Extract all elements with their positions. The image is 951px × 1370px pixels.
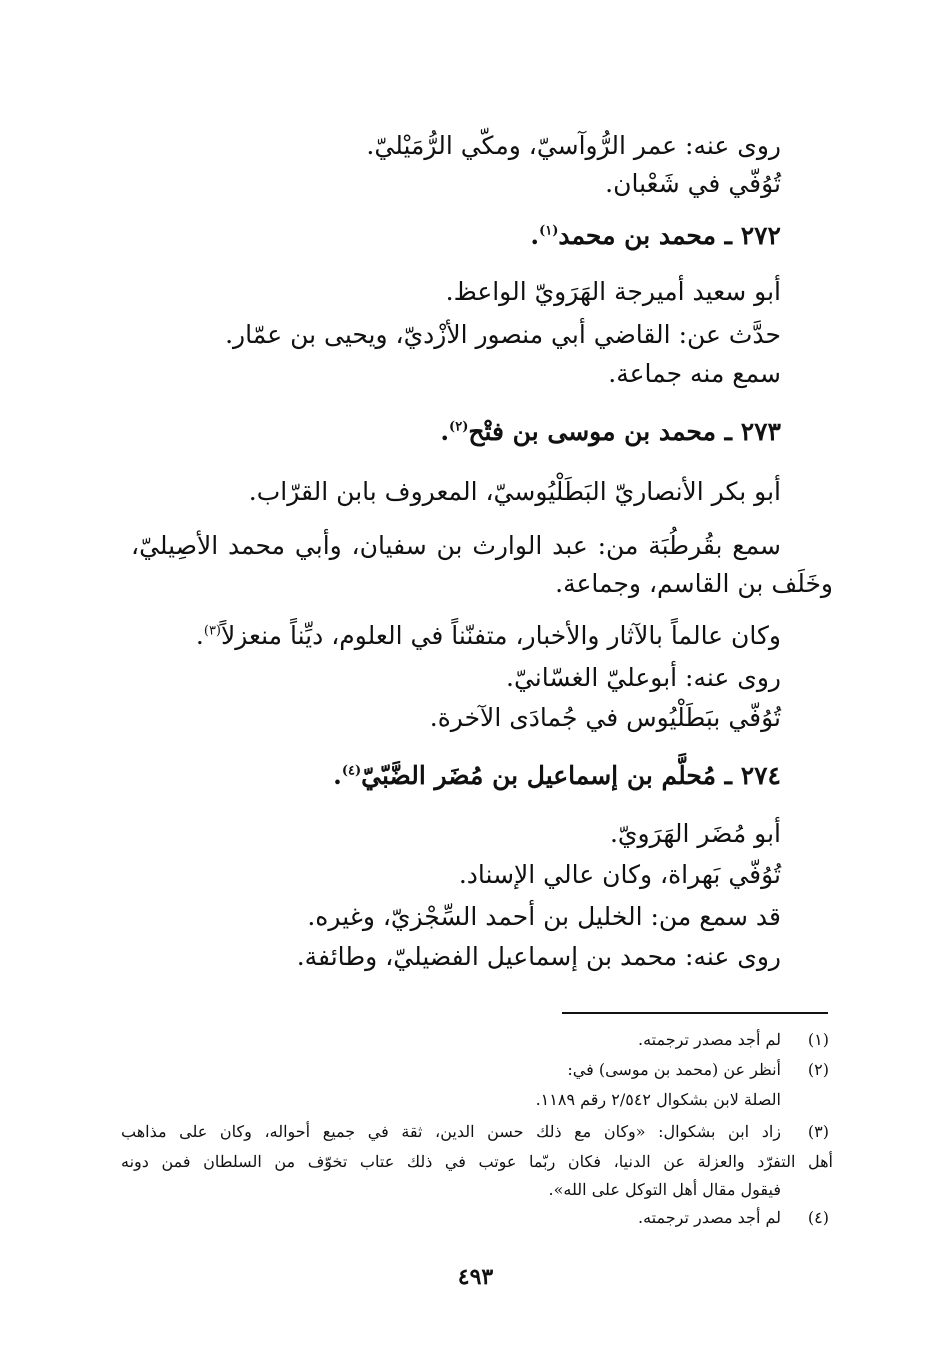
footnote-number: (٤) [807, 1208, 829, 1227]
footnote-ref: (١) [539, 223, 559, 239]
footnote-number: (٢) [807, 1060, 829, 1079]
heading-period: . [530, 221, 540, 250]
entry-heading-text: ٢٧٤ ـ مُحلَّم بن إسماعيل بن مُضَر الضَّبّيّ [361, 761, 781, 790]
footnote-text: الصلة لابن بشكوال ٢/٥٤٢ رقم ١١٨٩. [535, 1090, 781, 1109]
entry-heading-text: ٢٧٣ ـ محمد بن موسى بن فتْح [468, 417, 781, 446]
text-line: حدَّث عن: القاضي أبي منصور الأزْديّ، ويحيى بن عمّار. [225, 320, 781, 349]
footnote-number: (٣) [807, 1122, 829, 1141]
footnote-separator [562, 1012, 828, 1014]
footnote-number: (١) [807, 1030, 829, 1049]
footnote-text: زاد ابن بشكوال: «وكان مع ذلك حسن الدين، ثقة في جميع أحواله، وكان على مذاهب [121, 1122, 781, 1141]
text-line: سمع بقُرطُبَة من: عبد الوارث بن سفيان، وأبي محمد الأصِيليّ، [131, 531, 781, 560]
entry-heading-272 [530, 218, 781, 254]
footnote-text: لم أجد مصدر ترجمته. [638, 1208, 781, 1227]
heading-period: . [440, 417, 450, 446]
text-span: وكان عالماً بالآثار والأخبار، متفنّناً في العلوم، ديِّناً منعزلاً [221, 621, 781, 650]
footnote-ref: (٢) [449, 419, 469, 435]
footnote-text: لم أجد مصدر ترجمته. [638, 1030, 781, 1049]
text-line [196, 618, 781, 654]
entry-heading-text: ٢٧٢ ـ محمد بن محمد [558, 221, 781, 250]
footnote-text: أهل التفرّد والعزلة عن الدنيا، فكان ربّما عوتب في ذلك عتاب تخوّف من السلطان فمن دونه [121, 1152, 833, 1171]
footnote-text: أنظر عن (محمد بن موسى) في: [567, 1060, 781, 1079]
footnote-text: فيقول مقال أهل التوكل على الله». [548, 1180, 781, 1199]
entry-heading-274 [333, 758, 781, 794]
text-line: روى عنه: عمر الرُّوآسيّ، ومكّي الرُّمَيْليّ. [366, 131, 781, 160]
entry-heading-273 [440, 414, 781, 450]
text-period: . [195, 621, 204, 650]
footnote-ref: (٤) [341, 763, 362, 779]
text-line: تُوُفّي بَهراة، وكان عالي الإسناد. [458, 860, 781, 889]
text-line: تُوُفّي ببَطَلْيُوس في جُمادَى الآخرة. [429, 703, 781, 732]
text-line: أبو بكر الأنصاريّ البَطَلْيُوسيّ، المعروف بابن القرّاب. [248, 477, 781, 506]
text-line: أبو سعيد أميرجة الهَرَويّ الواعظ. [445, 277, 781, 306]
heading-period: . [333, 761, 342, 790]
text-line: روى عنه: أبوعليّ الغسّانيّ. [506, 663, 781, 692]
text-line: روى عنه: محمد بن إسماعيل الفضيليّ، وطائفة. [296, 942, 781, 971]
footnote-ref: (٣) [203, 623, 221, 639]
text-line: قد سمع من: الخليل بن أحمد السِّجْزيّ، وغيره. [307, 902, 781, 931]
text-line: أبو مُضَر الهَرَويّ. [609, 819, 781, 848]
text-line: وخَلَف بن القاسم، وجماعة. [555, 569, 833, 598]
text-line: تُوُفّي في شَعْبان. [605, 169, 781, 198]
text-line: سمع منه جماعة. [608, 359, 781, 388]
page-number: ٤٩٣ [457, 1264, 494, 1290]
